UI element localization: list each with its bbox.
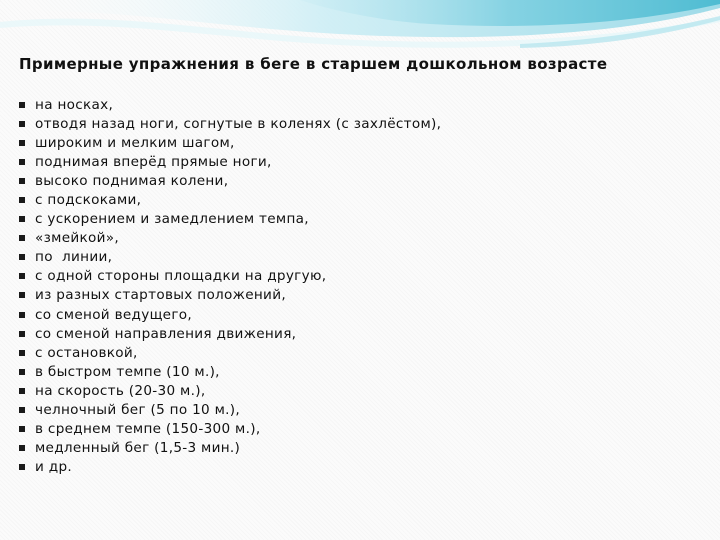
list-item [18,420,441,439]
list-item-text: с одной стороны площадки на другую, [35,268,327,285]
list-item-text: по линии, [35,249,113,266]
square-bullet-icon [19,102,25,108]
slide-title: Примерные упражнения в беге в старшем дошкольном возрасте [19,55,608,73]
list-item [18,458,441,477]
square-bullet-icon [19,273,25,279]
list-item-text: и др. [35,458,73,475]
list-item [18,172,441,191]
list-item [18,153,441,172]
list-item-text: со сменой ведущего, [35,306,193,323]
list-item-text: с подскоками, [35,192,142,209]
square-bullet-icon [19,426,25,432]
square-bullet-icon [19,369,25,375]
square-bullet-icon [19,312,25,318]
list-item [18,248,441,267]
list-item-text: медленный бег (1,5-3 мин.) [35,439,241,456]
square-bullet-icon [19,140,25,146]
list-item [18,210,441,229]
decorative-wave-header [0,0,720,60]
square-bullet-icon [19,235,25,241]
square-bullet-icon [19,197,25,203]
list-item [18,401,441,420]
list-item-text: широким и мелким шагом, [35,135,235,152]
list-item [18,439,441,458]
list-item [18,229,441,248]
list-item-text: с остановкой, [35,344,138,361]
square-bullet-icon [19,159,25,165]
list-item [18,267,441,286]
list-item [18,382,441,401]
list-item [18,344,441,363]
square-bullet-icon [19,407,25,413]
square-bullet-icon [19,388,25,394]
list-item-text: в среднем темпе (150-300 м.), [35,420,261,437]
list-item [18,286,441,305]
square-bullet-icon [19,464,25,470]
list-item-text: из разных стартовых положений, [35,287,286,304]
list-item [18,306,441,325]
square-bullet-icon [19,445,25,451]
list-item-text: поднимая вперёд прямые ноги, [35,154,272,171]
list-item-text: со сменой направления движения, [35,325,297,342]
exercise-list [18,96,441,477]
list-item-text: в быстром темпе (10 м.), [35,363,220,380]
list-item-text: отводя назад ноги, согнутые в коленях (с захлёстом), [35,116,442,133]
square-bullet-icon [19,292,25,298]
square-bullet-icon [19,254,25,260]
list-item-text: на носках, [35,97,114,113]
square-bullet-icon [19,216,25,222]
list-item [18,134,441,153]
square-bullet-icon [19,331,25,337]
list-item-text: челночный бег (5 по 10 м.), [35,401,241,418]
list-item-text: высоко поднимая колени, [35,173,229,190]
list-item [18,115,441,134]
list-item-text: на скорость (20-30 м.), [35,382,206,399]
list-item [18,363,441,382]
square-bullet-icon [19,121,25,127]
list-item-text: с ускорением и замедлением темпа, [35,211,309,228]
list-item [18,191,441,210]
list-item [18,325,441,344]
square-bullet-icon [19,350,25,356]
square-bullet-icon [19,178,25,184]
list-item [18,96,441,115]
list-item-text: «змейкой», [35,230,119,247]
